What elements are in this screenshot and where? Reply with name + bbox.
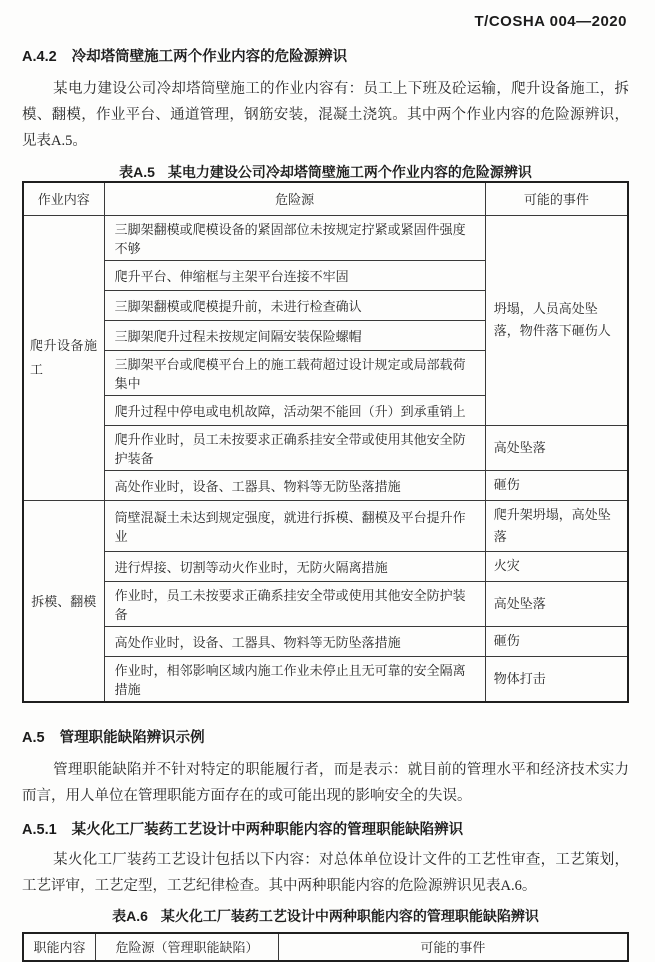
table-row	[23, 551, 628, 581]
hazard-cell: 作业时，员工未按要求正确系挂安全带或使用其他安全防护装备	[104, 581, 485, 626]
hazard-cell: 高处作业时，设备、工器具、物料等无防坠落措施	[104, 626, 485, 656]
hazard-cell: 进行焊接、切割等动火作业时，无防火隔离措施	[104, 551, 485, 581]
section-title: 管理职能缺陷辨识示例	[59, 729, 205, 746]
col-header-hazard: 危险源（管理职能缺陷）	[96, 933, 279, 961]
paragraph-a42: 某电力建设公司冷却塔筒壁施工的作业内容有：员工上下班及砼运输，爬升设备施工，拆模、翻模，作业平台、通道管理，钢筋安装，混凝土浇筑。其中两个作业内容的危险源辨识，见表A.5。	[22, 81, 629, 149]
table-a5	[22, 181, 629, 703]
hazard-cell: 三脚架翻模或爬模提升前，未进行检查确认	[104, 290, 485, 320]
event-cell: 砸伤	[485, 626, 628, 656]
section-heading-a42	[22, 48, 629, 66]
paragraph-a5: 管理职能缺陷并不针对特定的职能履行者，而是表示：就目前的管理水平和经济技术实力而言，用人单位在管理职能方面存在的或可能出现的影响安全的失误。	[22, 761, 629, 804]
table-a5-caption-title: 某电力建设公司冷却塔筒壁施工两个作业内容的危险源辨识	[167, 164, 532, 180]
col-header-event: 可能的事件	[278, 933, 628, 961]
table-a5-caption-label: 表A.5	[119, 164, 155, 180]
col-header-event: 可能的事件	[485, 182, 628, 215]
hazard-cell: 三脚架爬升过程未按规定间隔安装保险螺帽	[104, 320, 485, 350]
section-number: A.5.1	[22, 821, 57, 838]
event-cell: 坍塌，人员高处坠落，物件落下砸伤人	[485, 215, 628, 425]
event-cell: 砸伤	[485, 470, 628, 500]
table-row	[23, 500, 628, 551]
activity-cell: 拆模、翻模	[23, 500, 104, 702]
table-row	[23, 626, 628, 656]
table-a5-caption	[22, 163, 629, 181]
table-header-row	[23, 933, 628, 961]
table-row	[23, 215, 628, 260]
col-header-function: 职能内容	[23, 933, 96, 961]
section-number: A.5	[22, 729, 45, 746]
hazard-cell: 作业时，相邻影响区域内施工作业未停止且无可靠的安全隔离措施	[104, 656, 485, 702]
hazard-cell: 筒壁混凝土未达到规定强度，就进行拆模、翻模及平台提升作业	[104, 500, 485, 551]
table-a6-caption-label: 表A.6	[112, 907, 148, 924]
event-cell: 火灾	[485, 551, 628, 581]
section-heading-a5	[22, 729, 629, 747]
hazard-cell: 三脚架平台或爬模平台上的施工载荷超过设计规定或局部载荷集中	[104, 350, 485, 395]
hazard-cell: 三脚架翻模或爬模设备的紧固部位未按规定拧紧或紧固件强度不够	[104, 215, 485, 260]
hazard-cell: 高处作业时，设备、工器具、物料等无防坠落措施	[104, 470, 485, 500]
doc-number: T/COSHA 004—2020	[474, 13, 627, 30]
activity-cell: 爬升设备施工	[23, 215, 104, 500]
table-a6-caption-title: 某火化工厂装药工艺设计中两种职能内容的管理职能缺陷辨识	[160, 907, 539, 924]
table-row	[23, 470, 628, 500]
table-a6	[22, 932, 629, 962]
col-header-hazard: 危险源	[104, 182, 485, 215]
table-a6-caption	[22, 907, 629, 925]
section-heading-a51	[22, 821, 629, 839]
event-cell: 爬升架坍塌，高处坠落	[485, 500, 628, 551]
section-title: 冷却塔筒壁施工两个作业内容的危险源辨识	[71, 49, 348, 65]
event-cell: 高处坠落	[485, 425, 628, 470]
hazard-cell: 爬升平台、伸缩框与主架平台连接不牢固	[104, 260, 485, 290]
table-row	[23, 425, 628, 470]
table-row	[23, 656, 628, 702]
hazard-cell: 爬升过程中停电或电机故障，活动架不能回（升）到承重销上	[104, 395, 485, 425]
section-title: 某火化工厂装药工艺设计中两种职能内容的管理职能缺陷辨识	[71, 821, 464, 838]
table-header-row	[23, 182, 628, 215]
col-header-activity: 作业内容	[23, 182, 104, 215]
paragraph-a51: 某火化工厂装药工艺设计包括以下内容：对总体单位设计文件的工艺性审查，工艺策划，工艺评审，工艺定型，工艺纪律检查。其中两种职能内容的危险源辨识见表A.6。	[22, 851, 629, 894]
section-number: A.4.2	[22, 49, 57, 65]
table-row	[23, 581, 628, 626]
hazard-cell: 爬升作业时，员工未按要求正确系挂安全带或使用其他安全防护装备	[104, 425, 485, 470]
event-cell: 高处坠落	[485, 581, 628, 626]
event-cell: 物体打击	[485, 656, 628, 702]
